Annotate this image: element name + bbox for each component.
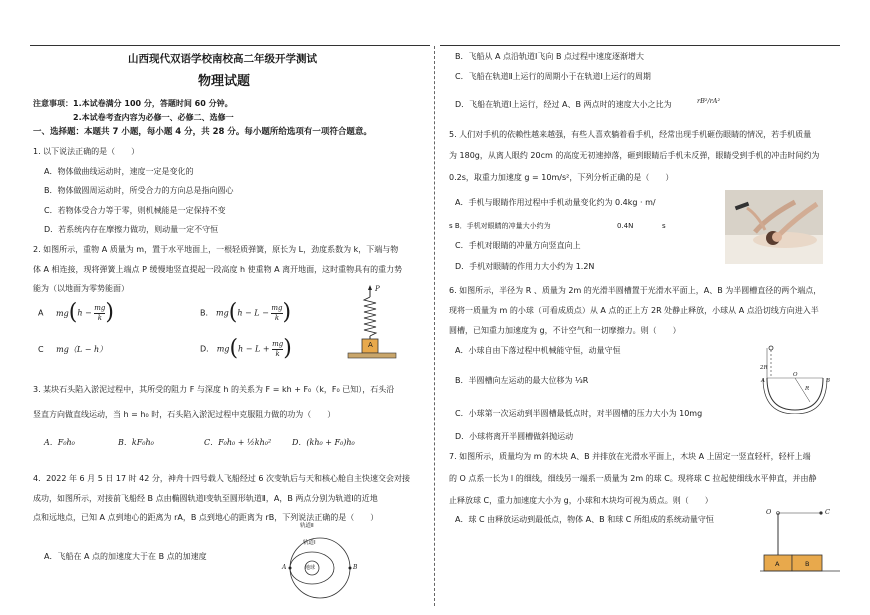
ground (348, 353, 396, 358)
q7-fig-c: C (825, 508, 830, 516)
q4-line-3: 点和远地点，已知 A 点到地心的距离为 rA，B 点到地心的距离为 rB，下列说法正确的是（ ） (33, 513, 379, 522)
q3-option-d: D．(kh₀ + F₀)h₀ (292, 438, 355, 447)
q3-line-2: 竖直方向做直线运动，当 h = h₀ 时，石头陷入淤泥过程中克服阻力做的功为（ ） (33, 410, 336, 419)
q4-fig-orbit2: 轨道Ⅱ (300, 523, 314, 529)
notice-2: 2.本试卷考查内容为必修一、必修二、选修一 (73, 113, 234, 122)
q4-option-b: B．飞船从 A 点沿轨道Ⅰ飞向 B 点过程中速度逐渐增大 (455, 52, 644, 61)
q2-option-d: D． mg(h − L + $\frac{mg}{k}$ ) (200, 336, 292, 361)
q4-orbit-figure (280, 530, 360, 606)
q6-fig-r: R (805, 386, 810, 392)
q4-option-d-ratio: rB²/rA² (697, 97, 721, 105)
q4-fig-a: A (282, 564, 287, 571)
point-a (289, 567, 292, 570)
q7-option-a: A．球 C 由释放运动到最低点，物体 A、B 和球 C 所组成的系统动量守恒 (455, 515, 714, 524)
q2-fig-label-a: A (368, 341, 373, 349)
q1-option-a: A．物体做曲线运动时，速度一定是变化的 (44, 167, 194, 176)
q6-option-c: C．小球第一次运动到半圆槽最低点时，对半圆槽的压力大小为 10mg (455, 409, 703, 418)
q7-line-2: 的 O 点系一长为 l 的细线，细线另一端系一质量为 2m 的球 C。现将球 C 拉起使细线水平伸直，并由静 (449, 474, 817, 483)
spring (364, 297, 376, 336)
q4-fig-b: B (353, 564, 358, 571)
q1-option-d: D．若系统内存在摩擦力做功，则动量一定不守恒 (44, 225, 219, 234)
q3-option-b: B．kF₀h₀ (118, 438, 154, 447)
q4-option-c: C．飞船在轨道Ⅱ上运行的周期小于在轨道Ⅰ上运行的周期 (455, 72, 651, 81)
q1-stem: 1. 以下说法正确的是（ ） (33, 147, 140, 156)
notice-1: 注意事项：1.本试卷满分 100 分，答题时间 60 分钟。 (33, 99, 233, 108)
top-rule-left (30, 45, 430, 46)
q2-option-a: A mg(h − $\frac{mg}{k}$ ) (38, 300, 115, 325)
q2-line-2: 体 A 相连接，现将弹簧上端点 P 缓慢地竖直提起一段高度 h 使重物 A 离开地面，这时重物具有的重力势 (33, 265, 403, 274)
q2-option-b: B． mg(h − L − $\frac{mg}{k}$ ) (200, 300, 292, 325)
q7-line-1: 7. 如图所示，质量均为 m 的木块 A、B 并排放在光滑水平面上，木块 A 上固定一竖直轻杆，轻杆上端 (449, 452, 811, 461)
q5-line-1: 5. 人们对手机的依赖性越来越强，有些人喜欢躺着看手机，经常出现手机砸伤眼睛的情况，若手机质量 (449, 130, 812, 139)
q3-option-a: A．F₀h₀ (44, 438, 75, 447)
q2-line-3: 能为（以地面为零势能面） (33, 284, 129, 293)
q4-option-a: A．飞船在 A 点的加速度大于在 B 点的加速度 (44, 552, 207, 561)
q3-line-1: 3. 某块石头陷入淤泥过程中，其所受的阻力 F 与深度 h 的关系为 F = kh + F₀（k，F₀ 已知），石头沿 (33, 385, 395, 394)
top-rule-right (440, 45, 840, 46)
q7-fig-a: A (775, 560, 780, 568)
q3-option-c: C．F₀h₀ + ½kh₀² (204, 438, 272, 447)
q5-option-c: C．手机对眼睛的冲量方向竖直向上 (455, 241, 581, 250)
orbit-2 (290, 538, 350, 598)
q6-option-d: D．小球将离开半圆槽做斜抛运动 (455, 432, 574, 441)
q1-option-b: B．物体做圆周运动时，所受合力的方向总是指向圆心 (44, 186, 234, 195)
q4-option-d: D．飞船在轨道Ⅰ上运行，经过 A、B 两点时的速度大小之比为 (455, 100, 672, 109)
ball (769, 346, 773, 350)
q6-fig-o: O (793, 372, 798, 378)
q2-fig-label-p: P (375, 285, 380, 293)
q7-line-3: 止释放球 C，重力加速度大小为 g，小球和木块均可视为质点。则（ ） (449, 496, 713, 505)
q6-line-1: 6. 如图所示，半径为 R 、质量为 2m 的光滑半圆槽置于光滑水平面上，A、B 为半圆槽直径的两个端点， (449, 286, 822, 295)
column-divider (434, 46, 435, 606)
school-title: 山西现代双语学校南校高二年级开学测试 (128, 53, 317, 65)
q4-fig-earth: 地球 (305, 565, 316, 571)
q1-option-c: C．若物体受合力等于零，则机械能是一定保持不变 (44, 206, 226, 215)
q2-line-1: 2. 如图所示，重物 A 质量为 m，置于水平地面上，一根轻质弹簧，原长为 L，劲度系数为 k，下端与物 (33, 245, 399, 254)
half-pipe (767, 378, 823, 410)
ball-c (819, 511, 822, 514)
q5-option-a: A．手机与眼睛作用过程中手机动量变化约为 0.4kg · m/ (455, 198, 656, 207)
q5-option-b-value: 0.4N (617, 222, 634, 230)
q5-option-d: D．手机对眼睛的作用力大小约为 1.2N (455, 262, 595, 271)
q5-phone-photo (725, 190, 823, 264)
q6-fig-2r: 2R (760, 365, 768, 371)
q6-line-3: 圆槽，已知重力加速度为 g，不计空气和一切摩擦力。则（ ） (449, 326, 681, 335)
q5-option-b-unit: s (662, 222, 666, 230)
q2-spring-figure (342, 283, 404, 363)
q6-line-2: 现将一质量为 m 的小球（可看成质点）从 A 点的正上方 2R 处静止释放，小球从 A 点沿切线方向进入半 (449, 306, 819, 315)
q2-option-c: C mg（L − h） (38, 345, 108, 354)
q5-option-b: s B．手机对眼睛的冲量大小约为 (449, 222, 551, 230)
q5-line-3: 0.2s，取重力加速度 g = 10m/s²，下列分析正确的是（ ） (449, 173, 674, 182)
q6-option-a: A．小球自由下落过程中机械能守恒，动量守恒 (455, 346, 621, 355)
q4-fig-orbit1: 轨道Ⅰ (303, 540, 316, 546)
point-b (349, 567, 352, 570)
q5-line-2: 为 180g，从离人眼约 20cm 的高度无初速掉落，砸到眼睛后手机未反弹，眼睛受到手机的冲击时间约为 (449, 151, 820, 160)
q7-fig-o: O (766, 508, 772, 516)
subject-title: 物理试题 (198, 74, 251, 89)
q7-fig-b: B (805, 560, 810, 568)
q4-line-1: 4．2022 年 6 月 5 日 17 时 42 分，神舟十四号载人飞船经过 6 次变轨后与天和核心舱自主快速交会对接 (33, 474, 411, 483)
q6-option-b: B．半圆槽向左运动的最大位移为 ⅓R (455, 376, 589, 385)
arrow-head-icon (368, 285, 372, 290)
section-heading: 一、选择题：本题共 7 小题，每小题 4 分，共 28 分。每小题所给选项有一项符合题意。 (33, 127, 372, 137)
q4-line-2: 成功，如图所示，对接前飞船经 B 点由椭圆轨道Ⅰ变轨至圆形轨道Ⅱ，A，B 两点分别为轨道Ⅰ的近地 (33, 494, 378, 503)
q6-fig-b: B (826, 378, 831, 384)
q6-fig-a: A (761, 378, 765, 384)
